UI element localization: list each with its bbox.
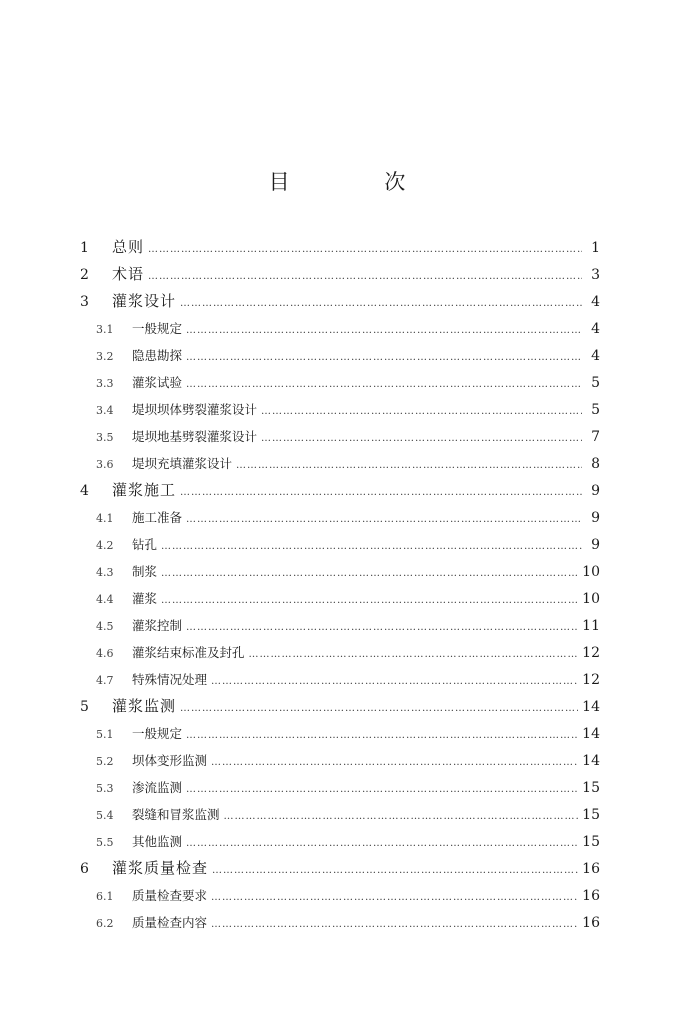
toc-entry-page: 12 xyxy=(582,645,600,661)
toc-section-entry[interactable] xyxy=(80,828,600,855)
toc-entry-number: 3.4 xyxy=(96,404,114,417)
toc-entry-label: 其他监测 xyxy=(132,834,183,849)
toc-entry-page: 4 xyxy=(591,294,600,310)
dot-leader xyxy=(148,263,582,288)
toc-entry-number: 4.2 xyxy=(96,539,114,552)
dot-leader xyxy=(161,560,578,585)
toc-section-entry[interactable] xyxy=(80,423,600,450)
dot-leader xyxy=(236,452,582,477)
toc-section-entry[interactable] xyxy=(80,558,600,585)
toc-section-entry[interactable] xyxy=(80,531,600,558)
dot-leader xyxy=(180,695,578,720)
dot-leader xyxy=(211,884,578,909)
dot-leader xyxy=(161,587,578,612)
toc-entry-page: 4 xyxy=(591,321,600,337)
dot-leader xyxy=(186,776,578,801)
toc-section-entry[interactable] xyxy=(80,396,600,423)
dot-leader xyxy=(211,749,578,774)
toc-entry-label: 质量检查要求 xyxy=(132,888,208,903)
toc-section-entry[interactable] xyxy=(80,315,600,342)
toc-entry-page: 14 xyxy=(582,699,600,715)
toc-entry-page: 8 xyxy=(591,456,600,472)
toc-entry-number: 5.5 xyxy=(96,836,114,849)
toc-entry-number: 5.1 xyxy=(96,728,114,741)
toc-entry-number: 5.2 xyxy=(96,755,114,768)
toc-entry-number: 5.4 xyxy=(96,809,114,822)
toc-entry-number: 4.3 xyxy=(96,566,114,579)
toc-entry-label: 堤坝充填灌浆设计 xyxy=(132,456,233,471)
dot-leader xyxy=(249,641,579,666)
toc-entry-label: 灌浆结束标准及封孔 xyxy=(132,645,245,660)
toc-entry-page: 9 xyxy=(591,510,600,526)
toc-entry-page: 7 xyxy=(591,429,600,445)
dot-leader xyxy=(180,290,582,315)
toc-entry-page: 12 xyxy=(582,672,600,688)
toc-entry-label: 施工准备 xyxy=(132,510,183,525)
toc-entry-page: 5 xyxy=(591,402,600,418)
dot-leader xyxy=(186,830,578,855)
toc-entry-label: 灌浆试验 xyxy=(132,375,183,390)
toc-entry-number: 6.2 xyxy=(96,917,114,930)
toc-entry-number: 4.4 xyxy=(96,593,114,606)
toc-section-entry[interactable] xyxy=(80,504,600,531)
toc-entry-page: 3 xyxy=(591,267,600,283)
toc-entry-number: 4.1 xyxy=(96,512,114,525)
dot-leader xyxy=(186,614,578,639)
toc-section-entry[interactable] xyxy=(80,639,600,666)
toc-entry-number: 3.3 xyxy=(96,377,114,390)
toc-section-entry[interactable] xyxy=(80,666,600,693)
toc-chapter-entry[interactable] xyxy=(80,855,600,882)
toc-section-entry[interactable] xyxy=(80,612,600,639)
toc-entry-label: 术语 xyxy=(112,265,145,283)
page-title: 目 次 xyxy=(268,170,450,194)
toc-entry-label: 制浆 xyxy=(132,564,158,579)
toc-chapter-entry[interactable] xyxy=(80,288,600,315)
toc-section-entry[interactable] xyxy=(80,450,600,477)
dot-leader xyxy=(161,533,582,558)
toc-entry-number: 4.5 xyxy=(96,620,114,633)
toc-entry-label: 灌浆设计 xyxy=(112,292,177,310)
toc-entry-page: 14 xyxy=(582,726,600,742)
toc-entry-label: 灌浆 xyxy=(132,591,158,606)
dot-leader xyxy=(211,668,578,693)
dot-leader xyxy=(224,803,579,828)
dot-leader xyxy=(180,479,582,504)
toc-entry-label: 灌浆监测 xyxy=(112,697,177,715)
toc-entry-number: 5.3 xyxy=(96,782,114,795)
toc-entry-page: 10 xyxy=(582,591,600,607)
dot-leader xyxy=(261,398,582,423)
toc-entry-number: 5 xyxy=(80,699,89,715)
toc-entry-label: 堤坝地基劈裂灌浆设计 xyxy=(132,429,258,444)
toc-entry-label: 灌浆控制 xyxy=(132,618,183,633)
toc-entry-page: 16 xyxy=(582,915,600,931)
toc-entry-page: 14 xyxy=(582,753,600,769)
toc-entry-number: 4.6 xyxy=(96,647,114,660)
toc-entry-page: 15 xyxy=(582,807,600,823)
toc-entry-number: 3.5 xyxy=(96,431,114,444)
toc-chapter-entry[interactable] xyxy=(80,261,600,288)
dot-leader xyxy=(186,506,582,531)
toc-entry-label: 裂缝和冒浆监测 xyxy=(132,807,220,822)
toc-entry-label: 总则 xyxy=(112,238,145,256)
dot-leader xyxy=(186,344,582,369)
toc-entry-number: 3 xyxy=(80,294,89,310)
dot-leader xyxy=(148,236,582,261)
table-of-contents xyxy=(80,234,600,936)
toc-entry-page: 9 xyxy=(591,537,600,553)
toc-entry-page: 15 xyxy=(582,780,600,796)
dot-leader xyxy=(212,857,578,882)
toc-entry-number: 3.2 xyxy=(96,350,114,363)
toc-entry-page: 16 xyxy=(582,861,600,877)
toc-entry-label: 一般规定 xyxy=(132,726,183,741)
toc-entry-label: 灌浆施工 xyxy=(112,481,177,499)
toc-entry-number: 1 xyxy=(80,240,89,256)
dot-leader xyxy=(211,911,578,936)
toc-section-entry[interactable] xyxy=(80,801,600,828)
toc-entry-number: 2 xyxy=(80,267,89,283)
toc-entry-number: 3.6 xyxy=(96,458,114,471)
toc-section-entry[interactable] xyxy=(80,369,600,396)
toc-entry-label: 堤坝坝体劈裂灌浆设计 xyxy=(132,402,258,417)
toc-entry-label: 特殊情况处理 xyxy=(132,672,208,687)
toc-chapter-entry[interactable] xyxy=(80,477,600,504)
dot-leader xyxy=(186,317,582,342)
toc-entry-label: 隐患勘探 xyxy=(132,348,183,363)
toc-section-entry[interactable] xyxy=(80,720,600,747)
toc-section-entry[interactable] xyxy=(80,747,600,774)
toc-chapter-entry[interactable] xyxy=(80,693,600,720)
toc-entry-label: 一般规定 xyxy=(132,321,183,336)
toc-section-entry[interactable] xyxy=(80,342,600,369)
toc-entry-label: 灌浆质量检查 xyxy=(112,859,209,877)
toc-entry-label: 钻孔 xyxy=(132,537,158,552)
toc-chapter-entry[interactable] xyxy=(80,234,600,261)
toc-entry-label: 质量检查内容 xyxy=(132,915,208,930)
toc-section-entry[interactable] xyxy=(80,909,600,936)
toc-entry-number: 6.1 xyxy=(96,890,114,903)
toc-entry-page: 4 xyxy=(591,348,600,364)
toc-entry-label: 渗流监测 xyxy=(132,780,183,795)
toc-entry-page: 10 xyxy=(582,564,600,580)
toc-entry-page: 11 xyxy=(582,618,600,634)
toc-entry-number: 6 xyxy=(80,861,89,877)
toc-entry-number: 3.1 xyxy=(96,323,114,336)
toc-entry-page: 16 xyxy=(582,888,600,904)
dot-leader xyxy=(261,425,582,450)
toc-entry-page: 5 xyxy=(591,375,600,391)
toc-section-entry[interactable] xyxy=(80,585,600,612)
toc-entry-page: 9 xyxy=(591,483,600,499)
toc-entry-page: 1 xyxy=(591,240,600,256)
toc-section-entry[interactable] xyxy=(80,882,600,909)
toc-entry-label: 坝体变形监测 xyxy=(132,753,208,768)
toc-section-entry[interactable] xyxy=(80,774,600,801)
dot-leader xyxy=(186,722,578,747)
dot-leader xyxy=(186,371,582,396)
toc-entry-number: 4 xyxy=(80,483,89,499)
toc-entry-page: 15 xyxy=(582,834,600,850)
toc-entry-number: 4.7 xyxy=(96,674,114,687)
